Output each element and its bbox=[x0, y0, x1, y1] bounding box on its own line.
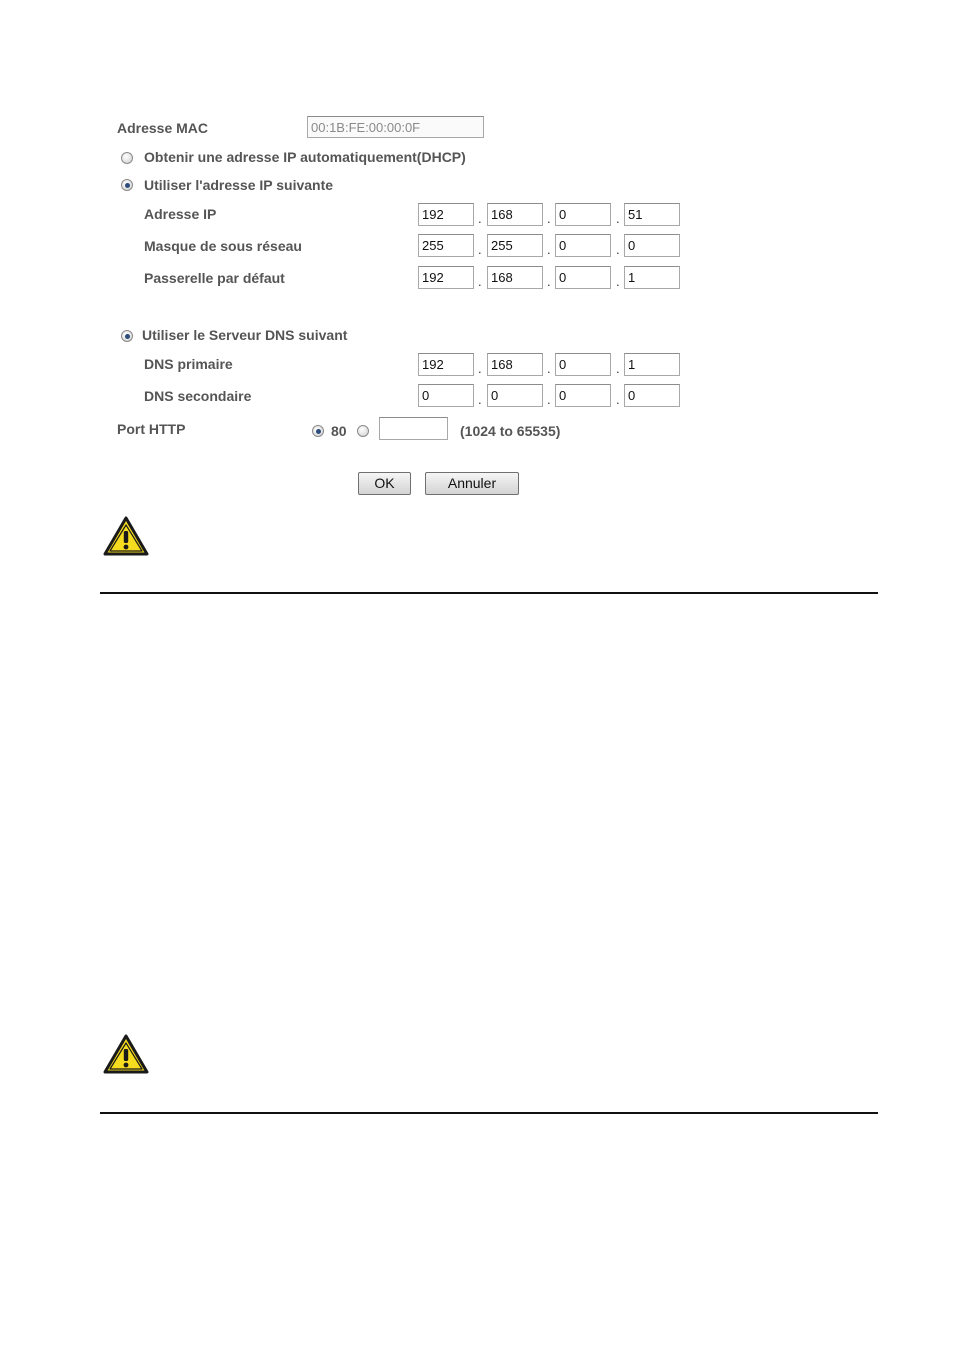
http-port-label: Port HTTP bbox=[117, 421, 186, 437]
mask-octet-4[interactable] bbox=[624, 234, 680, 257]
dns-primary-label: DNS primaire bbox=[144, 356, 233, 372]
warning-triangle-icon bbox=[103, 516, 149, 556]
octet-separator: . bbox=[547, 242, 551, 257]
http-port-custom-input[interactable] bbox=[379, 417, 448, 440]
mask-octet-1[interactable] bbox=[418, 234, 474, 257]
gateway-octet-3[interactable] bbox=[555, 266, 611, 289]
ip-octet-4[interactable] bbox=[624, 203, 680, 226]
static-ip-radio-label[interactable]: Utiliser l'adresse IP suivante bbox=[144, 177, 334, 193]
subnet-mask-label: Masque de sous réseau bbox=[144, 238, 302, 254]
dns1-octet-1[interactable] bbox=[418, 353, 474, 376]
dns1-octet-3[interactable] bbox=[555, 353, 611, 376]
octet-separator: . bbox=[616, 274, 620, 289]
octet-separator: . bbox=[478, 361, 482, 376]
octet-separator: . bbox=[616, 392, 620, 407]
dns2-octet-1[interactable] bbox=[418, 384, 474, 407]
ip-octet-2[interactable] bbox=[487, 203, 543, 226]
octet-separator: . bbox=[478, 274, 482, 289]
http-port-default-label[interactable]: 80 bbox=[331, 423, 347, 439]
section-divider bbox=[100, 592, 878, 594]
octet-separator: . bbox=[547, 211, 551, 226]
mask-octet-3[interactable] bbox=[555, 234, 611, 257]
gateway-octet-1[interactable] bbox=[418, 266, 474, 289]
ip-address-label: Adresse IP bbox=[144, 206, 217, 222]
octet-separator: . bbox=[616, 242, 620, 257]
ok-button[interactable]: OK bbox=[358, 472, 411, 495]
dns2-octet-2[interactable] bbox=[487, 384, 543, 407]
ip-octet-1[interactable] bbox=[418, 203, 474, 226]
dns1-octet-4[interactable] bbox=[624, 353, 680, 376]
octet-separator: . bbox=[547, 274, 551, 289]
cancel-button[interactable]: Annuler bbox=[425, 472, 519, 495]
ip-octet-3[interactable] bbox=[555, 203, 611, 226]
octet-separator: . bbox=[547, 361, 551, 376]
http-port-range-hint: (1024 to 65535) bbox=[460, 423, 561, 439]
dns-secondary-label: DNS secondaire bbox=[144, 388, 252, 404]
http-port-custom-radio[interactable] bbox=[357, 425, 369, 437]
dhcp-radio-label[interactable]: Obtenir une adresse IP automatiquement(DHCP) bbox=[144, 149, 466, 165]
http-port-default-radio[interactable] bbox=[312, 425, 324, 437]
octet-separator: . bbox=[478, 211, 482, 226]
static-ip-radio[interactable] bbox=[121, 179, 133, 191]
dhcp-radio[interactable] bbox=[121, 152, 133, 164]
gateway-label: Passerelle par défaut bbox=[144, 270, 285, 286]
octet-separator: . bbox=[616, 361, 620, 376]
gateway-octet-4[interactable] bbox=[624, 266, 680, 289]
section-divider bbox=[100, 1112, 878, 1114]
mac-address-field bbox=[307, 116, 484, 138]
octet-separator: . bbox=[616, 211, 620, 226]
octet-separator: . bbox=[547, 392, 551, 407]
mac-address-label: Adresse MAC bbox=[117, 120, 209, 136]
dns2-octet-3[interactable] bbox=[555, 384, 611, 407]
dns1-octet-2[interactable] bbox=[487, 353, 543, 376]
dns2-octet-4[interactable] bbox=[624, 384, 680, 407]
dns-manual-radio-label[interactable]: Utiliser le Serveur DNS suivant bbox=[142, 327, 348, 343]
mask-octet-2[interactable] bbox=[487, 234, 543, 257]
gateway-octet-2[interactable] bbox=[487, 266, 543, 289]
warning-triangle-icon bbox=[103, 1034, 149, 1074]
octet-separator: . bbox=[478, 392, 482, 407]
octet-separator: . bbox=[478, 242, 482, 257]
dns-manual-radio[interactable] bbox=[121, 330, 133, 342]
